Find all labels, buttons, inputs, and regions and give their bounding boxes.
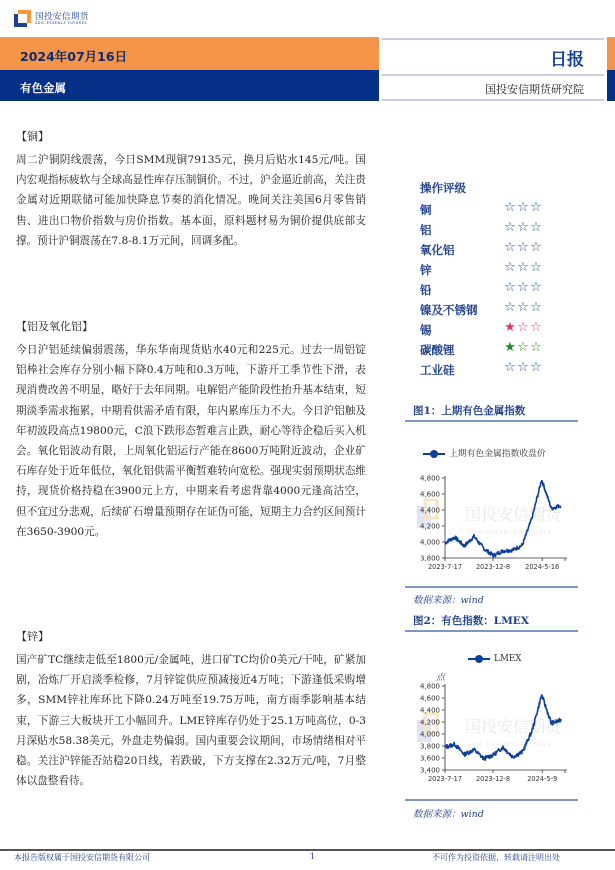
y-tick-label: 4,000 [419, 730, 440, 739]
header-date-bar-right [607, 37, 615, 70]
y-axis-unit: 点 [436, 673, 446, 683]
star-outline-icon: ☆ [504, 300, 515, 315]
star-outline-icon: ☆ [530, 340, 541, 355]
section-body: 国产矿TC继续走低至1800元/金属吨，进口矿TC均价0美元/干吨，矿紧加剧，冶炼厂开启淡季检修，7月锌锭供应预减接近4万吨；下游逢低采购增多，SMM锌社库环比下降0.24万吨至19.75万吨，南方雨季影响基本结束，下游三大板块开工小幅回升。LME锌库存仍处于25.1万吨高位，0-3月深贴水58.38美元，外盘走势偏弱。国内重要会议期间，市场情绪相对平稳。关注沪锌能否站稳20日线，若跌破，下方支撑在2.32万元/吨，7月整体以盘整看待。 [16, 654, 366, 788]
x-tick-label: 2024-5-16 [525, 563, 560, 571]
star-outline-icon: ☆ [530, 300, 541, 315]
star-outline-icon: ☆ [530, 260, 541, 275]
section-title: 【铜】 [16, 130, 49, 143]
logo-mark-icon [14, 10, 31, 27]
star-outline-icon: ☆ [530, 200, 541, 215]
y-tick-label: 4,200 [419, 718, 440, 727]
figure-2-top-rule [405, 630, 578, 632]
star-outline-icon: ☆ [530, 280, 541, 295]
section-zinc [16, 628, 366, 791]
x-tick-label: 2023-12-8 [475, 775, 511, 783]
y-tick-label: 3,400 [419, 766, 440, 775]
rating-stars-icon [503, 200, 542, 215]
rating-row [420, 360, 610, 380]
footer-copyright: 本报告版权属于国投安信期货有限公司 [14, 853, 150, 862]
ratings-title: 操作评级 [420, 181, 466, 195]
legend-line-marker-icon [468, 655, 490, 663]
star-filled-icon: ★ [504, 340, 515, 355]
x-tick-label: 2024-5-9 [527, 775, 558, 783]
y-tick-label: 3,800 [419, 554, 440, 563]
figure-2-bottom-rule [405, 799, 578, 801]
x-tick-label: 2023-7-17 [427, 563, 463, 571]
y-tick-label: 4,600 [419, 694, 440, 703]
star-outline-icon: ☆ [517, 300, 528, 315]
rating-stars-icon [503, 260, 542, 275]
star-outline-icon: ☆ [517, 260, 528, 275]
star-outline-icon: ☆ [504, 280, 515, 295]
star-outline-icon: ☆ [517, 220, 528, 235]
watermark: 国投安信期货 [465, 505, 562, 524]
star-outline-icon: ☆ [517, 320, 528, 335]
rating-label: 镍及不锈钢 [420, 303, 478, 317]
rating-stars-icon [503, 280, 542, 295]
rating-row [420, 260, 610, 280]
rating-label: 氧化铝 [420, 243, 455, 257]
rating-stars-icon [503, 240, 542, 255]
y-tick-label: 4,400 [419, 706, 440, 715]
section-title: 【锌】 [16, 630, 49, 643]
star-filled-icon: ★ [504, 320, 515, 335]
watermark: 国投安信期货 [465, 717, 562, 736]
section-title: 【铝及氧化铝】 [16, 320, 93, 333]
page-number: 1 [310, 852, 316, 861]
star-outline-icon: ☆ [517, 280, 528, 295]
header-divider-bottom [382, 99, 604, 101]
rating-row [420, 200, 610, 220]
figure-1-bottom-rule [405, 586, 578, 588]
institute-name: 国投安信期货研究院 [485, 83, 584, 96]
star-outline-icon: ☆ [530, 360, 541, 375]
star-outline-icon: ☆ [504, 220, 515, 235]
section-copper [16, 128, 366, 251]
star-outline-icon: ☆ [517, 340, 528, 355]
rating-row [420, 340, 610, 360]
figure-2-source: 数据来源：wind [413, 809, 484, 820]
rating-stars-icon [503, 340, 542, 355]
y-tick-label: 3,800 [419, 742, 440, 751]
figure-1-source: 数据来源：wind [413, 595, 484, 606]
section-body: 周二沪铜阴线震荡，今日SMM现铜79135元，换月后贴水145元/吨。国内宏观指标疲软与全球高显性库存压制铜价。不过，沪金逼近前高，关注贵金属对近期联储可能加快降息节奏的消化情况。晚间关注美国6月零售销售、进出口物价指数与房价指数。基本面，原料题材易为铜价提供底部支撑。预计沪铜震荡在7.8-8.1万元间，回调多配。 [16, 154, 366, 247]
svg-text:SDIC ESSENCE FUTURES: SDIC ESSENCE FUTURES [467, 743, 553, 748]
rating-row [420, 320, 610, 340]
rating-stars-icon [503, 360, 542, 375]
rating-label: 铅 [420, 283, 432, 297]
star-outline-icon: ☆ [517, 200, 528, 215]
rating-row [420, 220, 610, 240]
rating-label: 碳酸锂 [420, 343, 455, 357]
chart-legend [423, 446, 546, 459]
footer-disclaimer: 不可作为投资依据，转载请注明出处 [432, 853, 560, 862]
rating-label: 铝 [420, 223, 432, 237]
rating-label: 铜 [420, 203, 432, 217]
x-tick-label: 2023-7-17 [427, 775, 463, 783]
company-logo [14, 7, 124, 31]
rating-stars-icon [503, 320, 542, 335]
x-tick-label: 2023-12-8 [475, 563, 511, 571]
y-tick-label: 4,200 [419, 522, 440, 531]
star-outline-icon: ☆ [504, 240, 515, 255]
star-outline-icon: ☆ [504, 200, 515, 215]
footer-divider [0, 849, 615, 851]
legend-line-marker-icon [423, 450, 445, 458]
report-date: 2024年07月16日 [20, 49, 128, 64]
report-type: 日报 [550, 50, 584, 70]
y-tick-label: 3,600 [419, 754, 440, 763]
rating-stars-icon [503, 300, 542, 315]
y-tick-label: 4,000 [419, 538, 440, 547]
rating-label: 锌 [420, 263, 432, 277]
y-tick-label: 4,400 [419, 506, 440, 515]
star-outline-icon: ☆ [517, 360, 528, 375]
figure-2-title: 图2：有色指数：LMEX [413, 615, 529, 627]
star-outline-icon: ☆ [504, 360, 515, 375]
star-outline-icon: ☆ [517, 240, 528, 255]
star-outline-icon: ☆ [530, 320, 541, 335]
y-tick-label: 4,600 [419, 490, 440, 499]
rating-row [420, 280, 610, 300]
figure-1-title: 图1：上期有色金属指数 [413, 405, 526, 417]
header-divider-mid [382, 74, 604, 76]
logo-text-en: SDIC ESSENCE FUTURES [35, 21, 88, 25]
section-body: 今日沪铝延续偏弱震荡，华东华南现货贴水40元和225元。过去一周铝锭铝棒社会库存分别小幅下降0.4万吨和0.3万吨，下游开工季节性下滑，表现消费改善不明显，略好于去年同期。电解铝产能阶段性抬升基本结束，短期淡季需求拖累，中期看供需矛盾有限，年内累库压力不大。今日沪铝触及年初波段高点19800元，C浪下跌形态暂难言止跌，耐心等待企稳后买入机会。氧化铝波动有限，上周氧化铝运行产能在8600万吨附近波动，企业矿石库存处于近年低位，氧化铝供需平衡暂难转向宽松。强现实弱预期状态维持，现货价格持稳在3900元上方，中期来看考虑背靠4000元逢高沽空，但不宜过分悲观，后续矿石增量预期存在证伪可能，短期主力合约区间预计在3650-3900元。 [16, 344, 366, 538]
report-sector: 有色金属 [20, 81, 66, 95]
rating-stars-icon [503, 220, 542, 235]
section-aluminum [16, 318, 366, 542]
star-outline-icon: ☆ [504, 260, 515, 275]
star-outline-icon: ☆ [530, 220, 541, 235]
figure-1-top-rule [405, 420, 578, 422]
y-tick-label: 4,800 [419, 474, 440, 483]
rating-row [420, 240, 610, 260]
svg-text:SDIC ESSENCE FUTURES: SDIC ESSENCE FUTURES [467, 531, 553, 536]
figure-1-chart [405, 424, 580, 584]
figure-2-chart [405, 634, 580, 794]
legend-label: 上期有色金属指数收盘价 [449, 449, 546, 459]
star-outline-icon: ☆ [530, 240, 541, 255]
operation-ratings [420, 180, 610, 380]
header-sector-bar-right [607, 70, 615, 101]
rating-row [420, 300, 610, 320]
legend-label: LMEX [494, 654, 522, 664]
chart-legend [468, 654, 522, 664]
rating-label: 锡 [420, 323, 432, 337]
logo-text-cn: 国投安信期货 [35, 12, 90, 22]
rating-label: 工业硅 [420, 363, 455, 377]
header-divider-top [382, 38, 604, 40]
y-tick-label: 4,800 [419, 682, 440, 691]
